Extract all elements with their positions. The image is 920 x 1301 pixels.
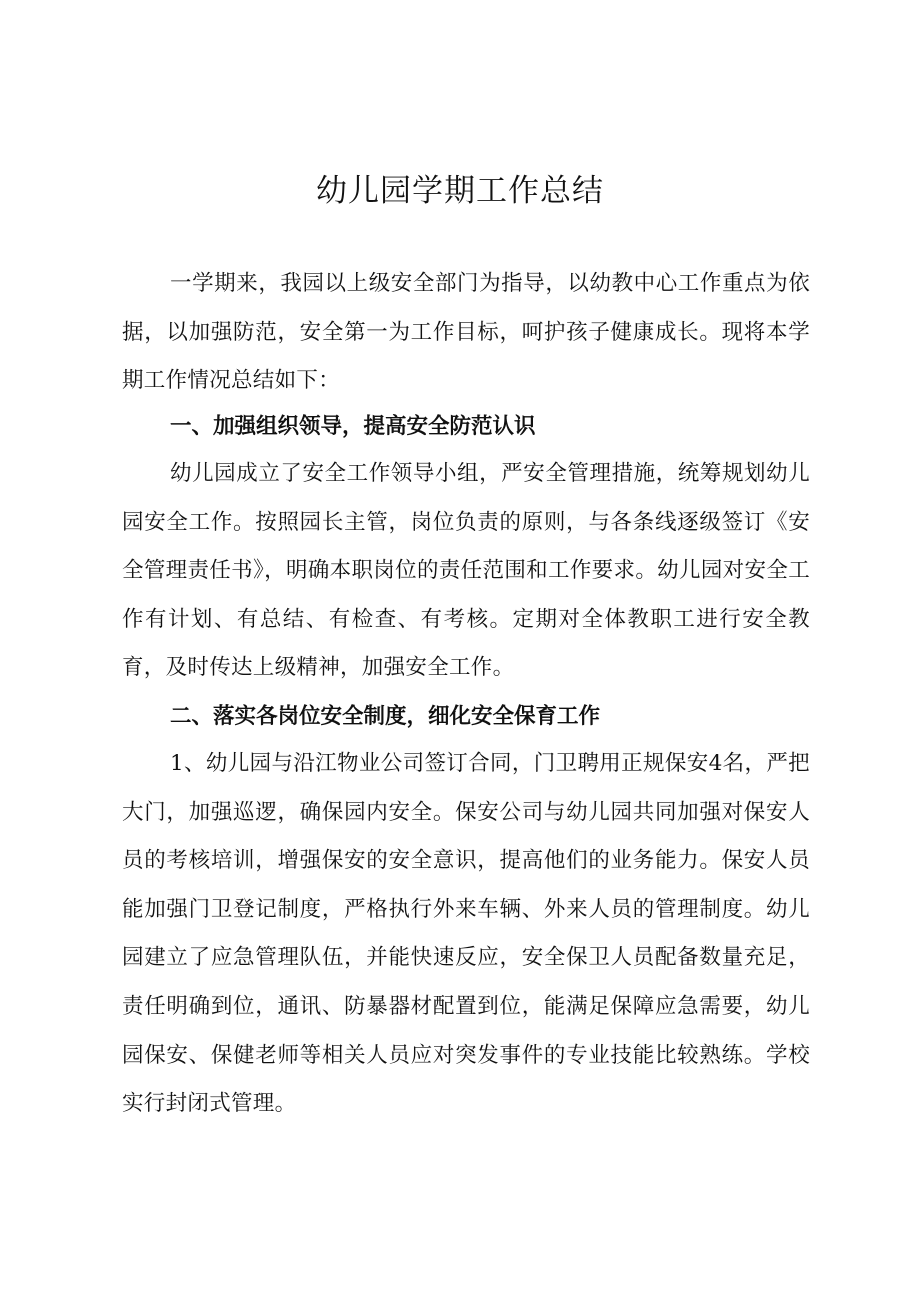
intro-paragraph: 一学期来，我园以上级安全部门为指导，以幼教中心工作重点为依据，以加强防范，安全第一为工作目标，呵护孩子健康成长。现将本学期工作情况总结如下： <box>122 271 810 394</box>
document-title: 幼儿园学期工作总结 <box>316 173 604 209</box>
section-1-heading: 一、加强组织领导，提高安全防范认识 <box>170 414 536 439</box>
section-2-item-1-paragraph: 1、幼儿园与沿江物业公司签订合同，门卫聘用正规保安4名，严把大门，加强巡逻，确保园内安全。保安公司与幼儿园共同加强对保安人员的考核培训，增强保安的安全意识，提高他们的业务能力。保安人员能加强门卫登记制度，严格执行外来车辆、外来人员的管理制度。幼儿园建立了应急管理队伍，并能快速反应，安全保卫人员配备数量充足，责任明确到位，通讯、防暴器材配置到位，能满足保障应急需要，幼儿园保安、保健老师等相关人员应对突发事件的专业技能比较熟练。学校实行封闭式管理。 <box>122 751 810 1117</box>
section-2-heading: 二、落实各岗位安全制度，细化安全保育工作 <box>170 704 601 729</box>
section-1-paragraph: 幼儿园成立了安全工作领导小组，严安全管理措施，统筹规划幼儿园安全工作。按照园长主管，岗位负责的原则，与各条线逐级签订《安全管理责任书》，明确本职岗位的责任范围和工作要求。幼儿园对安全工作有计划、有总结、有检查、有考核。定期对全体教职工进行安全教育，及时传达上级精神，加强安全工作。 <box>122 461 810 681</box>
